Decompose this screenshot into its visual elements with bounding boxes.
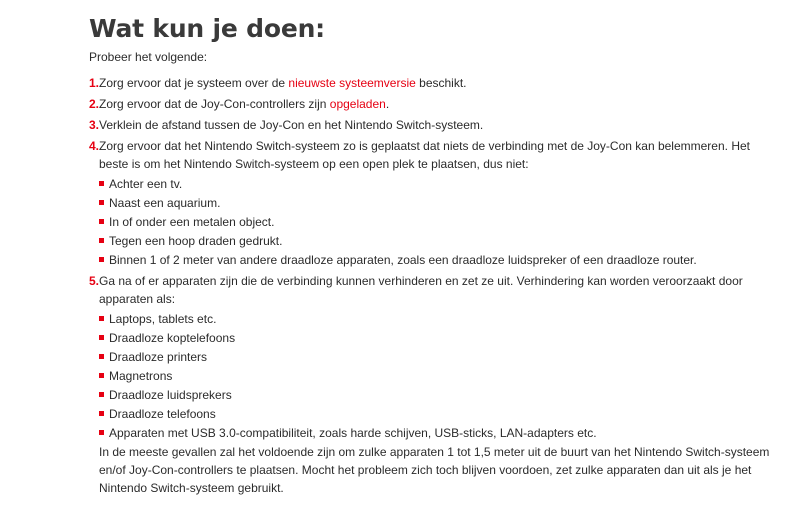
closing-note: In de meeste gevallen zal het voldoende zijn om zulke apparaten 1 tot 1,5 meter uit de buurt van het Nintendo Switch-systeem en/of Joy-Con-controllers te plaatsen. Mocht het probleem zich toch blijven voordoen, zet zulke apparaten dan uit als je het Nintendo Switch-systeem gebruikt.: [99, 445, 770, 495]
list-item: Tegen een hoop draden gedrukt.: [99, 232, 779, 250]
step-4: [89, 137, 779, 269]
list-item: Draadloze luidsprekers: [99, 386, 779, 404]
step-text: Zorg ervoor dat de Joy-Con-controllers zijn: [99, 97, 330, 111]
step-number: 3.: [89, 118, 100, 132]
list-item: Magnetrons: [99, 367, 779, 385]
step-number: 2.: [89, 97, 100, 111]
bullet-square-icon: [99, 181, 104, 186]
step-number: 4.: [89, 139, 100, 153]
bullet-square-icon: [99, 316, 104, 321]
bullet-square-icon: [99, 392, 104, 397]
intro-text: Probeer het volgende:: [89, 50, 208, 64]
interference-bullets: [99, 310, 779, 442]
list-item: Apparaten met USB 3.0-compatibiliteit, zoals harde schijven, USB-sticks, LAN-adapters etc.: [99, 424, 779, 442]
step-text: Ga na of er apparaten zijn die de verbinding kunnen verhinderen en zet ze uit. Verhindering kan worden veroorzaakt door apparaten als:: [99, 274, 743, 306]
steps-list: [89, 74, 779, 497]
step-text: Verklein de afstand tussen de Joy-Con en het Nintendo Switch-systeem.: [99, 118, 484, 132]
list-item: Binnen 1 of 2 meter van andere draadloze apparaten, zoals een draadloze luidspreker of een draadloze router.: [99, 251, 779, 269]
step-3: [89, 116, 779, 134]
bullet-square-icon: [99, 430, 104, 435]
article-content: [89, 12, 779, 500]
step-text-end: .: [385, 97, 390, 111]
step-text: Zorg ervoor dat het Nintendo Switch-systeem zo is geplaatst dat niets de verbinding met de Joy-Con kan belemmeren. Het beste is om het Nintendo Switch-systeem op een open plek te plaatsen, dus niet:: [99, 139, 750, 171]
step-number: 5.: [89, 274, 100, 288]
step-2: [89, 95, 779, 113]
step-number: 1.: [89, 76, 100, 90]
list-item: Laptops, tablets etc.: [99, 310, 779, 328]
bullet-square-icon: [99, 200, 104, 205]
bullet-square-icon: [99, 373, 104, 378]
list-item: Draadloze koptelefoons: [99, 329, 779, 347]
system-update-link[interactable]: nieuwste systeemversie: [288, 76, 416, 90]
bullet-square-icon: [99, 257, 104, 262]
list-item: Naast een aquarium.: [99, 194, 779, 212]
step-text-end: beschikt.: [415, 76, 467, 90]
bullet-square-icon: [99, 335, 104, 340]
list-item: Achter een tv.: [99, 175, 779, 193]
list-item: In of onder een metalen object.: [99, 213, 779, 231]
charge-link[interactable]: opgeladen: [329, 97, 386, 111]
placement-bullets: [99, 175, 779, 269]
page-title: Wat kun je doen:: [89, 14, 325, 43]
list-item: Draadloze telefoons: [99, 405, 779, 423]
bullet-square-icon: [99, 411, 104, 416]
step-1: [89, 74, 779, 92]
step-5: [89, 272, 779, 497]
bullet-square-icon: [99, 354, 104, 359]
step-text: Zorg ervoor dat je systeem over de: [99, 76, 289, 90]
bullet-square-icon: [99, 219, 104, 224]
bullet-square-icon: [99, 238, 104, 243]
list-item: Draadloze printers: [99, 348, 779, 366]
